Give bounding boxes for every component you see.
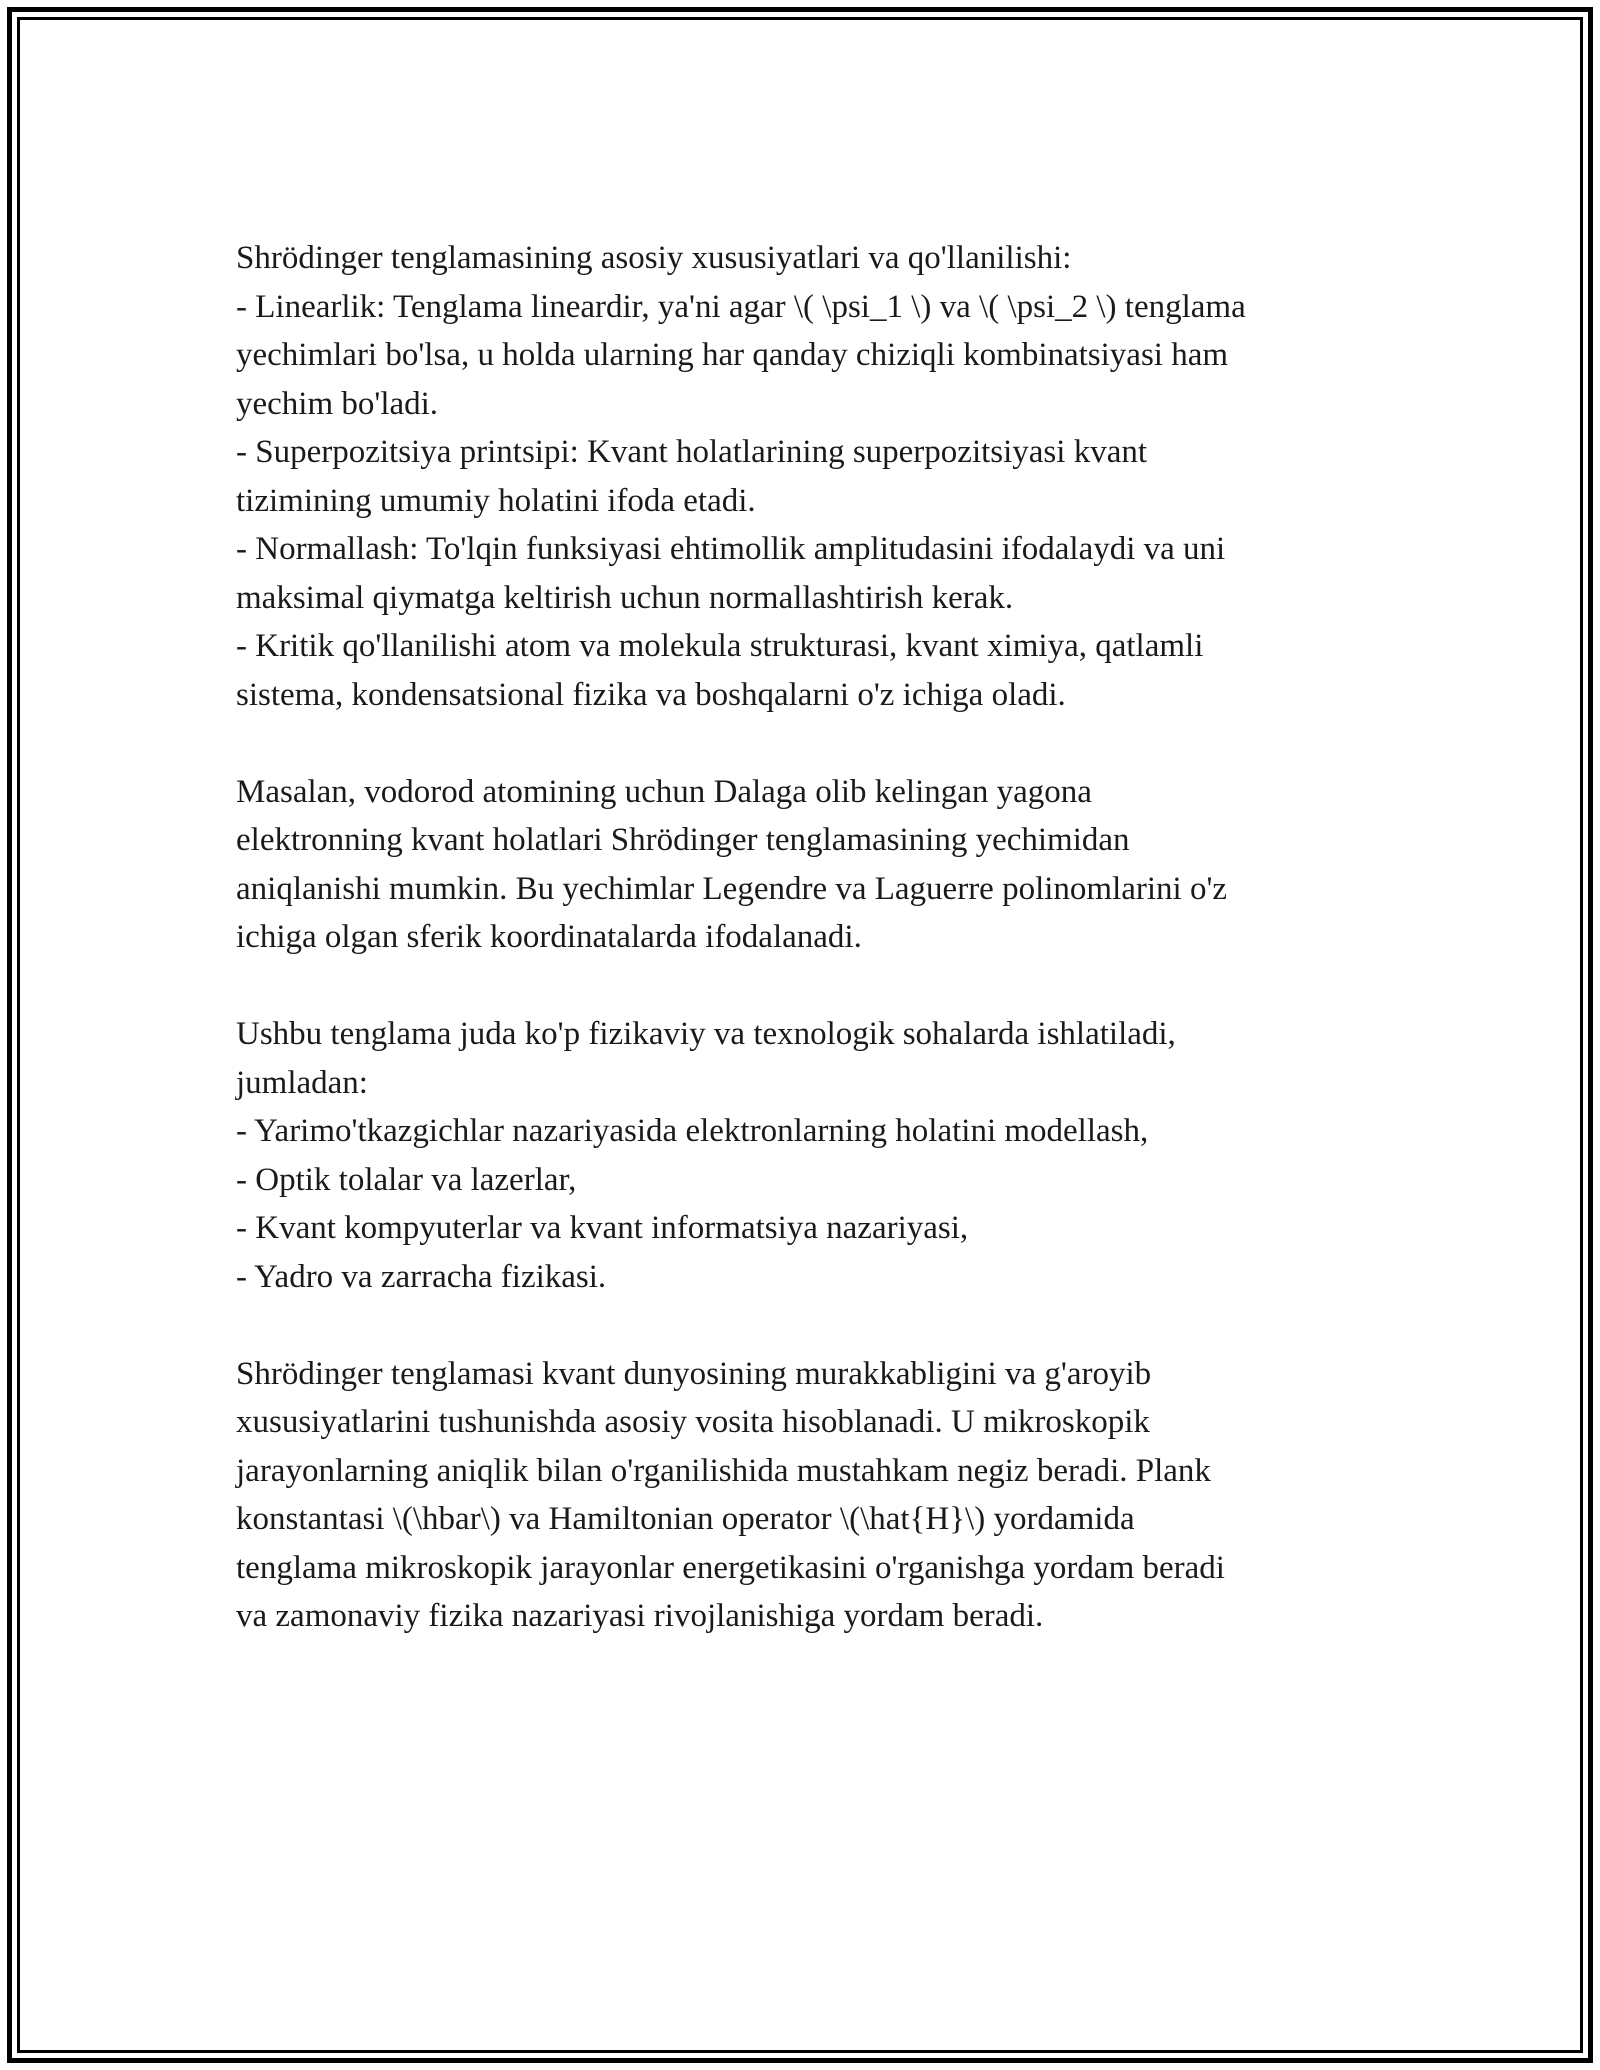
document-body xyxy=(236,234,1386,1641)
text-line: - Superpozitsiya printsipi: Kvant holatlarining superpozitsiyasi kvant xyxy=(236,434,1148,470)
paragraph-example xyxy=(236,768,1386,962)
paragraph-conclusion xyxy=(236,1350,1386,1641)
text-line: va zamonaviy fizika nazariyasi rivojlanishiga yordam beradi. xyxy=(236,1598,1044,1634)
text-line: - Yarimo'tkazgichlar nazariyasida elektronlarning holatini modellash, xyxy=(236,1113,1149,1149)
paragraph-spacer xyxy=(236,1301,1386,1350)
text-line: aniqlanishi mumkin. Bu yechimlar Legendre va Laguerre polinomlarini o'z xyxy=(236,870,1228,907)
text-line: Shrödinger tenglamasi kvant dunyosining murakkabligini va g'aroyib xyxy=(236,1355,1152,1392)
paragraph-properties xyxy=(236,234,1386,719)
text-line: - Normallash: To'lqin funksiyasi ehtimollik amplitudasini ifodalaydi va uni xyxy=(236,531,1226,567)
paragraph-applications xyxy=(236,1010,1386,1301)
text-line: ichiga olgan sferik koordinatalarda ifodalanadi. xyxy=(236,919,862,955)
text-line: Shrödinger tenglamasining asosiy xususiyatlari va qo'llanilishi: xyxy=(236,240,1072,276)
text-line: elektronning kvant holatlari Shrödinger tenglamasining yechimidan xyxy=(236,822,1130,858)
text-line: - Kvant kompyuterlar va kvant informatsiya nazariyasi, xyxy=(236,1210,969,1246)
text-line: yechim bo'ladi. xyxy=(236,385,439,422)
text-line: jarayonlarning aniqlik bilan o'rganilishida mustahkam negiz beradi. Plank xyxy=(236,1452,1211,1489)
text-line: - Kritik qo'llanilishi atom va molekula strukturasi, kvant ximiya, qatlamli xyxy=(236,628,1204,664)
text-line: yechimlari bo'lsa, u holda ularning har qanday chiziqli kombinatsiyasi ham xyxy=(236,337,1229,373)
text-line: - Optik tolalar va lazerlar, xyxy=(236,1161,577,1198)
text-line: maksimal qiymatga keltirish uchun normallashtirish kerak. xyxy=(236,579,1014,616)
text-line: xususiyatlarini tushunishda asosiy vosita hisoblanadi. U mikroskopik xyxy=(236,1404,1150,1440)
text-line: Masalan, vodorod atomining uchun Dalaga olib kelingan yagona xyxy=(236,773,1092,810)
text-line: Ushbu tenglama juda ko'p fizikaviy va texnologik sohalarda ishlatiladi, xyxy=(236,1016,1176,1052)
text-line: - Yadro va zarracha fizikasi. xyxy=(236,1258,607,1295)
text-line: sistema, kondensatsional fizika va boshqalarni o'z ichiga oladi. xyxy=(236,676,1066,713)
text-line: konstantasi \(\hbar\) va Hamiltonian operator \(\hat{H}\) yordamida xyxy=(236,1501,1135,1537)
text-line: tizimining umumiy holatini ifoda etadi. xyxy=(236,482,756,519)
text-line: tenglama mikroskopik jarayonlar energetikasini o'rganishga yordam beradi xyxy=(236,1549,1225,1586)
paragraph-spacer xyxy=(236,719,1386,768)
text-line: - Linearlik: Tenglama lineardir, ya'ni agar \( \psi_1 \) va \( \psi_2 \) tenglama xyxy=(236,288,1246,325)
paragraph-spacer xyxy=(236,962,1386,1011)
text-line: jumladan: xyxy=(236,1064,368,1101)
